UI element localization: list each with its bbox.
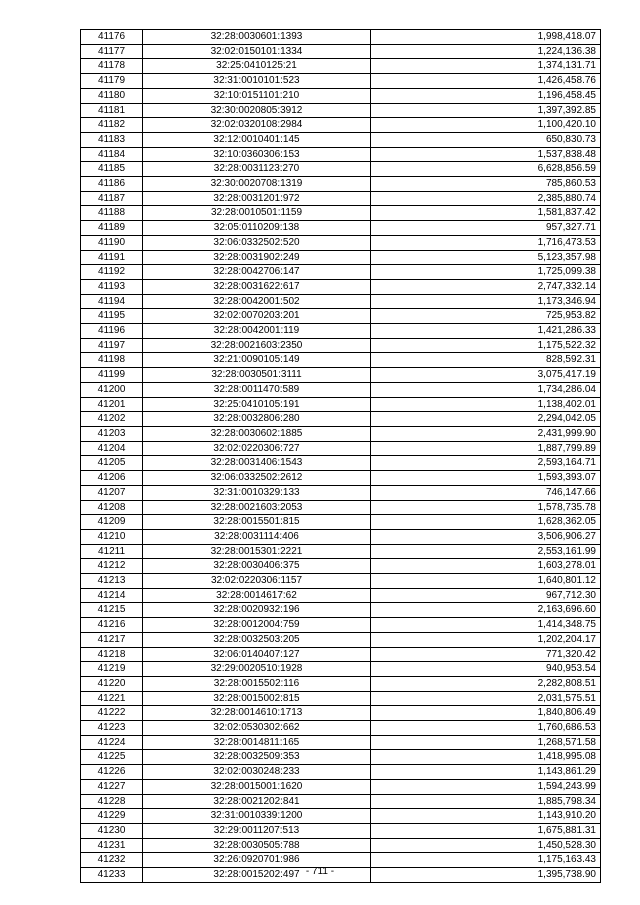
record-number-cell: 41198 — [81, 353, 143, 368]
table-row — [81, 412, 601, 427]
table-row — [81, 485, 601, 500]
table-row — [81, 559, 601, 574]
record-number-cell: 41216 — [81, 618, 143, 633]
record-number-cell: 41218 — [81, 647, 143, 662]
record-number-cell: 41202 — [81, 412, 143, 427]
cadastral-number-cell: 32:28:0015501:815 — [143, 515, 371, 530]
value-cell: 2,593,164.71 — [371, 456, 601, 471]
record-number-cell: 41233 — [81, 868, 143, 883]
value-cell: 1,578,735.78 — [371, 500, 601, 515]
record-number-cell: 41221 — [81, 691, 143, 706]
value-cell: 2,385,880.74 — [371, 191, 601, 206]
cadastral-number-cell: 32:25:0410125:21 — [143, 59, 371, 74]
value-cell: 1,418,995.08 — [371, 750, 601, 765]
cadastral-number-cell: 32:29:0011207:513 — [143, 823, 371, 838]
cadastral-number-cell: 32:28:0030602:1885 — [143, 426, 371, 441]
cadastral-number-cell: 32:02:0220306:727 — [143, 441, 371, 456]
table-row — [81, 441, 601, 456]
record-number-cell: 41224 — [81, 735, 143, 750]
table-row — [81, 338, 601, 353]
record-number-cell: 41195 — [81, 309, 143, 324]
cadastral-number-cell: 32:28:0015301:2221 — [143, 544, 371, 559]
table-row — [81, 191, 601, 206]
record-number-cell: 41220 — [81, 676, 143, 691]
cadastral-number-cell: 32:28:0032503:205 — [143, 632, 371, 647]
cadastral-number-cell: 32:28:0015202:497 — [143, 868, 371, 883]
table-row — [81, 147, 601, 162]
value-cell: 957,327.71 — [371, 221, 601, 236]
record-number-cell: 41204 — [81, 441, 143, 456]
record-number-cell: 41180 — [81, 88, 143, 103]
record-number-cell: 41214 — [81, 588, 143, 603]
cadastral-number-cell: 32:02:0150101:1334 — [143, 44, 371, 59]
table-row — [81, 765, 601, 780]
value-cell: 1,885,798.34 — [371, 794, 601, 809]
record-number-cell: 41200 — [81, 382, 143, 397]
value-cell: 2,747,332.14 — [371, 279, 601, 294]
value-cell: 1,603,278.01 — [371, 559, 601, 574]
value-cell: 1,175,522.32 — [371, 338, 601, 353]
value-cell: 1,998,418.07 — [371, 30, 601, 45]
table-row — [81, 74, 601, 89]
cadastral-number-cell: 32:28:0031201:972 — [143, 191, 371, 206]
value-cell: 1,594,243.99 — [371, 779, 601, 794]
record-number-cell: 41203 — [81, 426, 143, 441]
cadastral-number-cell: 32:28:0031902:249 — [143, 250, 371, 265]
record-number-cell: 41227 — [81, 779, 143, 794]
table-row — [81, 177, 601, 192]
cadastral-number-cell: 32:06:0332502:520 — [143, 235, 371, 250]
value-cell: 3,506,906.27 — [371, 529, 601, 544]
value-cell: 1,414,348.75 — [371, 618, 601, 633]
record-number-cell: 41197 — [81, 338, 143, 353]
value-cell: 6,628,856.59 — [371, 162, 601, 177]
cadastral-number-cell: 32:10:0360306:153 — [143, 147, 371, 162]
record-number-cell: 41217 — [81, 632, 143, 647]
record-number-cell: 41210 — [81, 529, 143, 544]
cadastral-number-cell: 32:26:0920701:986 — [143, 853, 371, 868]
value-cell: 650,830.73 — [371, 132, 601, 147]
record-number-cell: 41201 — [81, 397, 143, 412]
table-row — [81, 382, 601, 397]
record-number-cell: 41229 — [81, 809, 143, 824]
record-number-cell: 41228 — [81, 794, 143, 809]
table-row — [81, 206, 601, 221]
value-cell: 1,138,402.01 — [371, 397, 601, 412]
record-number-cell: 41213 — [81, 574, 143, 589]
table-row — [81, 618, 601, 633]
value-cell: 1,202,204.17 — [371, 632, 601, 647]
value-cell: 940,953.54 — [371, 662, 601, 677]
cadastral-number-cell: 32:28:0021603:2350 — [143, 338, 371, 353]
cadastral-number-cell: 32:28:0031622:617 — [143, 279, 371, 294]
record-number-cell: 41206 — [81, 471, 143, 486]
table-body — [81, 30, 601, 883]
record-number-cell: 41208 — [81, 500, 143, 515]
value-cell: 1,640,801.12 — [371, 574, 601, 589]
cadastral-number-cell: 32:28:0015002:815 — [143, 691, 371, 706]
table-row — [81, 368, 601, 383]
table-row — [81, 721, 601, 736]
record-number-cell: 41209 — [81, 515, 143, 530]
table-row — [81, 221, 601, 236]
record-number-cell: 41207 — [81, 485, 143, 500]
record-number-cell: 41192 — [81, 265, 143, 280]
value-cell: 1,196,458.45 — [371, 88, 601, 103]
record-number-cell: 41185 — [81, 162, 143, 177]
record-number-cell: 41226 — [81, 765, 143, 780]
table-row — [81, 838, 601, 853]
cadastral-number-cell: 32:29:0020510:1928 — [143, 662, 371, 677]
value-cell: 2,031,575.51 — [371, 691, 601, 706]
table-row — [81, 588, 601, 603]
value-cell: 1,537,838.48 — [371, 147, 601, 162]
table-row — [81, 574, 601, 589]
cadastral-number-cell: 32:30:0020805:3912 — [143, 103, 371, 118]
value-cell: 1,725,099.38 — [371, 265, 601, 280]
cadastral-number-cell: 32:28:0015001:1620 — [143, 779, 371, 794]
cadastral-number-cell: 32:28:0021202:841 — [143, 794, 371, 809]
cadastral-number-cell: 32:28:0030601:1393 — [143, 30, 371, 45]
table-row — [81, 691, 601, 706]
value-cell: 1,840,806.49 — [371, 706, 601, 721]
cadastral-number-cell: 32:31:0010339:1200 — [143, 809, 371, 824]
cadastral-number-cell: 32:02:0530302:662 — [143, 721, 371, 736]
cadastral-number-cell: 32:31:0010101:523 — [143, 74, 371, 89]
record-number-cell: 41188 — [81, 206, 143, 221]
record-number-cell: 41211 — [81, 544, 143, 559]
cadastral-number-cell: 32:28:0032806:280 — [143, 412, 371, 427]
record-number-cell: 41199 — [81, 368, 143, 383]
value-cell: 1,628,362.05 — [371, 515, 601, 530]
table-row — [81, 309, 601, 324]
record-number-cell: 41205 — [81, 456, 143, 471]
cadastral-number-cell: 32:28:0031123:270 — [143, 162, 371, 177]
cadastral-number-cell: 32:28:0012004:759 — [143, 618, 371, 633]
record-number-cell: 41196 — [81, 324, 143, 339]
table-row — [81, 471, 601, 486]
table-row — [81, 662, 601, 677]
value-cell: 2,282,808.51 — [371, 676, 601, 691]
table-row — [81, 279, 601, 294]
record-number-cell: 41223 — [81, 721, 143, 736]
value-cell: 1,581,837.42 — [371, 206, 601, 221]
table-row — [81, 456, 601, 471]
table-row — [81, 603, 601, 618]
value-cell: 1,734,286.04 — [371, 382, 601, 397]
table-row — [81, 632, 601, 647]
cadastral-number-cell: 32:06:0332502:2612 — [143, 471, 371, 486]
table-row — [81, 500, 601, 515]
value-cell: 785,860.53 — [371, 177, 601, 192]
cadastral-number-cell: 32:12:0010401:145 — [143, 132, 371, 147]
record-number-cell: 41178 — [81, 59, 143, 74]
table-row — [81, 132, 601, 147]
value-cell: 1,593,393.07 — [371, 471, 601, 486]
cadastral-number-cell: 32:28:0030505:788 — [143, 838, 371, 853]
value-cell: 5,123,357.98 — [371, 250, 601, 265]
table-row — [81, 735, 601, 750]
cadastral-number-cell: 32:28:0042706:147 — [143, 265, 371, 280]
cadastral-number-cell: 32:28:0032509:353 — [143, 750, 371, 765]
record-number-cell: 41212 — [81, 559, 143, 574]
table-row — [81, 162, 601, 177]
table-row — [81, 750, 601, 765]
cadastral-number-cell: 32:28:0020932:196 — [143, 603, 371, 618]
value-cell: 1,224,136.38 — [371, 44, 601, 59]
cadastral-value-table — [80, 29, 601, 883]
record-number-cell: 41179 — [81, 74, 143, 89]
record-number-cell: 41222 — [81, 706, 143, 721]
value-cell: 1,173,346.94 — [371, 294, 601, 309]
value-cell: 2,163,696.60 — [371, 603, 601, 618]
table-row — [81, 515, 601, 530]
record-number-cell: 41182 — [81, 118, 143, 133]
table-row — [81, 88, 601, 103]
value-cell: 2,431,999.90 — [371, 426, 601, 441]
cadastral-number-cell: 32:02:0220306:1157 — [143, 574, 371, 589]
cadastral-number-cell: 32:28:0021603:2053 — [143, 500, 371, 515]
table-row — [81, 265, 601, 280]
record-number-cell: 41230 — [81, 823, 143, 838]
table-row — [81, 294, 601, 309]
value-cell: 1,395,738.90 — [371, 868, 601, 883]
cadastral-number-cell: 32:05:0110209:138 — [143, 221, 371, 236]
record-number-cell: 41191 — [81, 250, 143, 265]
value-cell: 1,450,528.30 — [371, 838, 601, 853]
table-row — [81, 44, 601, 59]
table-row — [81, 353, 601, 368]
record-number-cell: 41219 — [81, 662, 143, 677]
value-cell: 1,100,420.10 — [371, 118, 601, 133]
record-number-cell: 41176 — [81, 30, 143, 45]
value-cell: 1,374,131.71 — [371, 59, 601, 74]
table-row — [81, 794, 601, 809]
table-row — [81, 118, 601, 133]
cadastral-number-cell: 32:10:0151101:210 — [143, 88, 371, 103]
record-number-cell: 41215 — [81, 603, 143, 618]
table-row — [81, 103, 601, 118]
value-cell: 1,268,571.58 — [371, 735, 601, 750]
cadastral-number-cell: 32:21:0090105:149 — [143, 353, 371, 368]
cadastral-number-cell: 32:28:0011470:589 — [143, 382, 371, 397]
value-cell: 746,147.66 — [371, 485, 601, 500]
value-cell: 1,716,473.53 — [371, 235, 601, 250]
cadastral-number-cell: 32:28:0014811:165 — [143, 735, 371, 750]
cadastral-number-cell: 32:28:0014617:62 — [143, 588, 371, 603]
cadastral-number-cell: 32:28:0042001:502 — [143, 294, 371, 309]
record-number-cell: 41194 — [81, 294, 143, 309]
cadastral-number-cell: 32:28:0014610:1713 — [143, 706, 371, 721]
value-cell: 771,320.42 — [371, 647, 601, 662]
table-row — [81, 809, 601, 824]
value-cell: 1,887,799.89 — [371, 441, 601, 456]
value-cell: 1,397,392.85 — [371, 103, 601, 118]
record-number-cell: 41225 — [81, 750, 143, 765]
value-cell: 2,553,161.99 — [371, 544, 601, 559]
cadastral-number-cell: 32:25:0410105:191 — [143, 397, 371, 412]
cadastral-number-cell: 32:28:0042001:119 — [143, 324, 371, 339]
record-number-cell: 41189 — [81, 221, 143, 236]
record-number-cell: 41187 — [81, 191, 143, 206]
record-number-cell: 41186 — [81, 177, 143, 192]
cadastral-number-cell: 32:31:0010329:133 — [143, 485, 371, 500]
table-row — [81, 647, 601, 662]
cadastral-number-cell: 32:28:0031406:1543 — [143, 456, 371, 471]
table-row — [81, 706, 601, 721]
cadastral-number-cell: 32:06:0140407:127 — [143, 647, 371, 662]
record-number-cell: 41231 — [81, 838, 143, 853]
record-number-cell: 41193 — [81, 279, 143, 294]
record-number-cell: 41190 — [81, 235, 143, 250]
table-row — [81, 250, 601, 265]
value-cell: 1,143,910.20 — [371, 809, 601, 824]
cadastral-number-cell: 32:28:0031114:406 — [143, 529, 371, 544]
table-row — [81, 676, 601, 691]
record-number-cell: 41184 — [81, 147, 143, 162]
table-row — [81, 823, 601, 838]
cadastral-number-cell: 32:28:0030406:375 — [143, 559, 371, 574]
table-row — [81, 529, 601, 544]
record-number-cell: 41183 — [81, 132, 143, 147]
table-row — [81, 544, 601, 559]
cadastral-number-cell: 32:30:0020708:1319 — [143, 177, 371, 192]
value-cell: 967,712.30 — [371, 588, 601, 603]
value-cell: 1,426,458.76 — [371, 74, 601, 89]
value-cell: 1,143,861.29 — [371, 765, 601, 780]
page-number: - 711 - — [305, 866, 335, 877]
table-row — [81, 59, 601, 74]
table-row — [81, 779, 601, 794]
table-row — [81, 397, 601, 412]
table-row — [81, 324, 601, 339]
cadastral-number-cell: 32:02:0320108:2984 — [143, 118, 371, 133]
value-cell: 1,760,686.53 — [371, 721, 601, 736]
table-row — [81, 30, 601, 45]
table-row — [81, 235, 601, 250]
value-cell: 3,075,417.19 — [371, 368, 601, 383]
record-number-cell: 41177 — [81, 44, 143, 59]
value-cell: 828,592.31 — [371, 353, 601, 368]
value-cell: 1,175,163.43 — [371, 853, 601, 868]
value-cell: 725,953.82 — [371, 309, 601, 324]
value-cell: 1,421,286.33 — [371, 324, 601, 339]
value-cell: 1,675,881.31 — [371, 823, 601, 838]
record-number-cell: 41181 — [81, 103, 143, 118]
record-number-cell: 41232 — [81, 853, 143, 868]
cadastral-number-cell: 32:28:0030501:3111 — [143, 368, 371, 383]
table-row — [81, 426, 601, 441]
cadastral-number-cell: 32:28:0015502:116 — [143, 676, 371, 691]
cadastral-number-cell: 32:02:0070203:201 — [143, 309, 371, 324]
cadastral-number-cell: 32:02:0030248:233 — [143, 765, 371, 780]
cadastral-number-cell: 32:28:0010501:1159 — [143, 206, 371, 221]
value-cell: 2,294,042.05 — [371, 412, 601, 427]
